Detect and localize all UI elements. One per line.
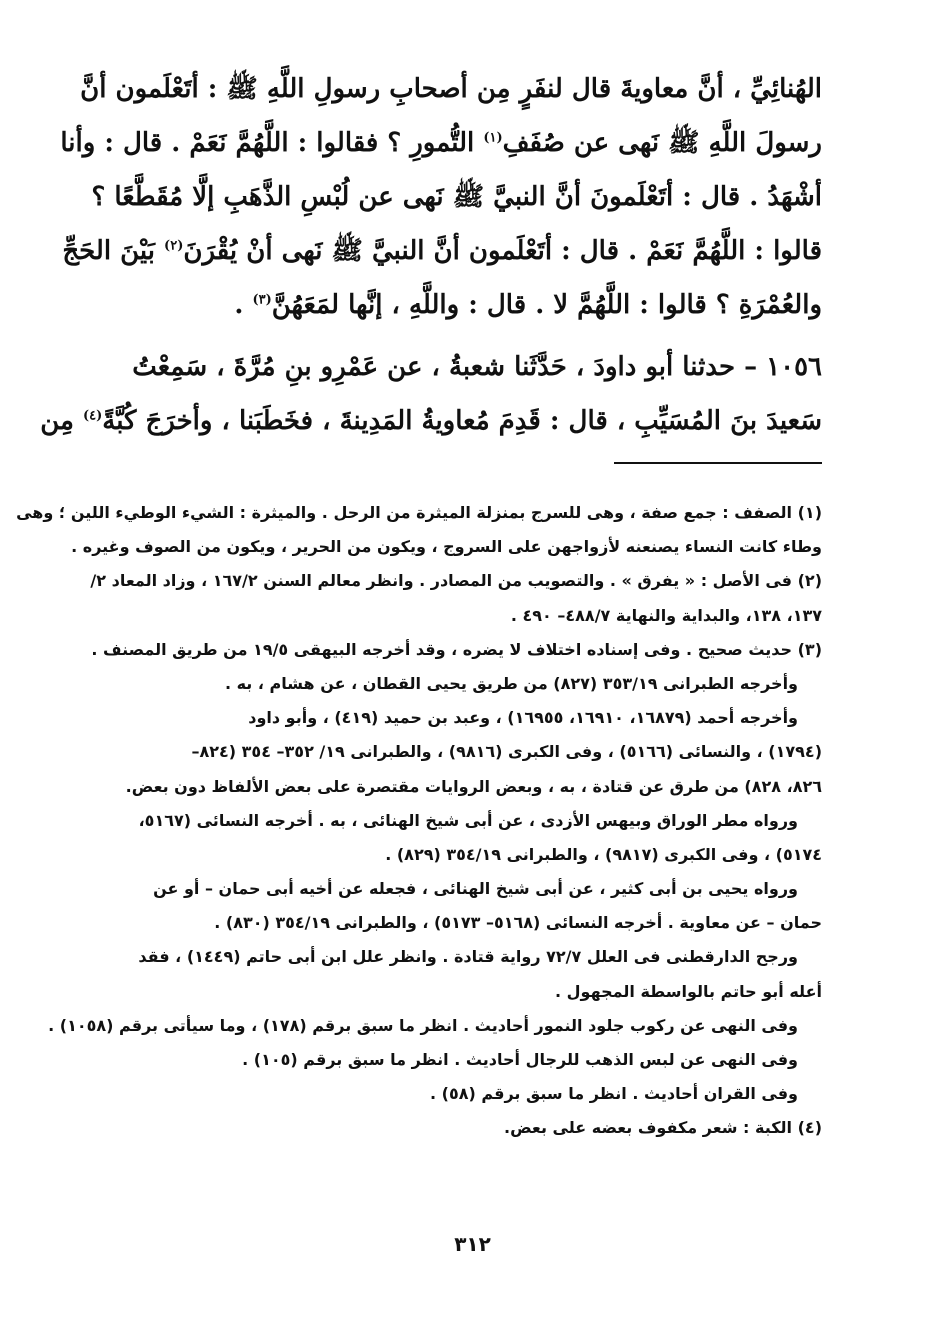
main-text-line-content: الهُنائِيِّ ، أنَّ معاويةَ قال لنفَرٍ مِن أصحابِ رسولِ اللَّهِ ﷺ : أتَعْلَمون أنَّ: [80, 74, 822, 104]
hadith-line-content: سَعيدَ بنَ المُسَيِّبِ ، قال : قَدِمَ مُعاويةُ المَدِينةَ ، فخَطَبَنا ، وأخرَجَ كُبَّةً: [102, 406, 822, 436]
footnote-line: ٨٢٦، ٨٢٨) من طرق عن قتادة ، به ، وبعض الروايات مقتصرة على بعض الألفاظ دون بعض.: [125, 776, 822, 796]
footnote-marker[interactable]: (٤): [82, 408, 103, 424]
footnote-line: وطاء كانت النساء يصنعنه لأزواجهن على السروج ، ويكون من الحرير ، ويكون من الصوف وغيره .: [71, 537, 822, 557]
footnote-line: أعله أبو حاتم بالواسطة المجهول .: [555, 981, 822, 1001]
footnote-line: ورجح الدارقطنى فى العلل ٧٢/٧ رواية قتادة . وانظر علل ابن أبى حاتم (١٤٤٩) ، فقد: [138, 947, 798, 967]
footnote-line: وفى النهى عن ركوب جلود النمور أحاديث . انظر ما سبق برقم (١٧٨) ، وما سيأتى برقم (١٠٥٨) .: [48, 1015, 798, 1035]
footnote-marker[interactable]: (٢): [164, 238, 184, 254]
footnote-marker[interactable]: (٣): [252, 292, 272, 308]
footnote-line: وأخرجه أحمد (١٦٨٧٩، ١٦٩١٠، ١٦٩٥٥) ، وعبد بن حميد (٤١٩) ، وأبو داود: [248, 708, 798, 728]
footnote-separator: [614, 462, 822, 464]
hadith-line-content: مِن: [40, 406, 83, 436]
footnote-line: ورواه يحيى بن أبى كثير ، عن أبى شيخ الهنائى ، فجعله عن أخيه أبى حمان – أو عن: [153, 879, 798, 899]
hadith-line: [40, 394, 822, 448]
footnote-line: (٣) حديث صحيح . وفى إسناده اختلاف لا يضره ، وقد أخرجه البيهقى ١٩/٥ من طريق المصنف .: [91, 639, 822, 659]
main-text-line-content: أشْهَدُ . قال : أتَعْلَمونَ أنَّ النبيَّ ﷺ نَهى عن لُبْسِ الذَّهَبِ إلَّا مُقَطَّعًا ؟: [91, 182, 822, 212]
main-text-line-content: والعُمْرَةِ ؟ قالوا : اللَّهُمَّ لا . قال : واللَّهِ ، إنَّها لمَعَهُنَّ: [271, 290, 822, 320]
main-text-line-content: قالوا : اللَّهُمَّ نَعَمْ . قال : أتَعْلَمون أنَّ النبيَّ ﷺ نَهى أنْ يُقْرَنَ: [183, 236, 822, 266]
footnote-line: (٢) فى الأصل : « يفرق » . والتصويب من المصادر . وانظر معالم السنن ١٦٧/٢ ، وزاد المعاد ٢/: [90, 571, 822, 591]
footnotes-section: [16, 496, 822, 1146]
main-text-line: [108, 278, 822, 332]
hadith-block: [40, 340, 822, 448]
main-text-line: [80, 62, 822, 116]
footnote-line: ٥١٧٤) ، وفى الكبرى (٩٨١٧) ، والطبرانى ٣٥٤/١٩ (٨٢٩) .: [385, 844, 822, 864]
main-text-line: [62, 224, 822, 278]
footnote-line: (١) الصفف : جمع صفة ، وهى للسرج بمنزلة الميثرة من الرحل . والميثرة : الشيء الوطيء اللين ؛ وهى: [16, 503, 822, 522]
main-text-block: [60, 62, 822, 332]
page-number: ٣١٢: [454, 1232, 491, 1256]
footnote-line: وفى القران أحاديث . انظر ما سبق برقم (٥٨) .: [430, 1084, 798, 1104]
footnote-line: وفى النهى عن لبس الذهب للرجال أحاديث . انظر ما سبق برقم (١٠٥) .: [242, 1050, 798, 1069]
main-text-line-content: .: [234, 290, 253, 320]
main-text-line: [60, 116, 822, 170]
main-text-line: [91, 170, 822, 224]
footnote-line: (١٧٩٤) ، والنسائى (٥١٦٦) ، وفى الكبرى (٩٨١٦) ، والطبرانى ١٩/ ٣٥٢– ٣٥٤ (٨٢٤–: [191, 742, 822, 762]
footnote-line: وأخرجه الطبرانى ٣٥٣/١٩ (٨٢٧) من طريق يحيى القطان ، عن هشام ، به .: [224, 673, 798, 693]
footnote-line: ورواه مطر الوراق وبيهس الأزدى ، عن أبى شيخ الهنائى ، به . أخرجه النسائى (٥١٦٧،: [138, 810, 798, 830]
main-text-line-content: التُّمورِ ؟ فقالوا : اللَّهُمَّ نَعَمْ . قال : وأنا: [60, 128, 484, 158]
main-text-line-content: بَيْنَ الحَجِّ: [62, 236, 165, 266]
footnote-marker[interactable]: (١): [483, 130, 503, 146]
hadith-line-content: أبو داودَ ، حَدَّثَنا شعبةُ ، عن عَمْرِو بنِ مُرَّةَ ، سَمِعْتُ: [132, 352, 683, 382]
footnote-line: ١٣٧، ١٣٨، والبداية والنهاية ٤٨٨/٧– ٤٩٠ .: [510, 605, 822, 625]
hadith-opening: – حدثنا: [682, 352, 758, 382]
hadith-line: [108, 340, 822, 394]
hadith-number: ١٠٥٦: [766, 352, 822, 382]
footnote-line: حمان – عن معاوية . أخرجه النسائى (٥١٦٨– ٥١٧٣) ، والطبرانى ٣٥٤/١٩ (٨٣٠) .: [214, 913, 822, 933]
main-text-line-content: رسولَ اللَّهِ ﷺ نَهى عن صُفَفِ: [502, 128, 822, 158]
footnote-line: (٤) الكبة : شعر مكفوف بعضه على بعض.: [504, 1118, 822, 1138]
